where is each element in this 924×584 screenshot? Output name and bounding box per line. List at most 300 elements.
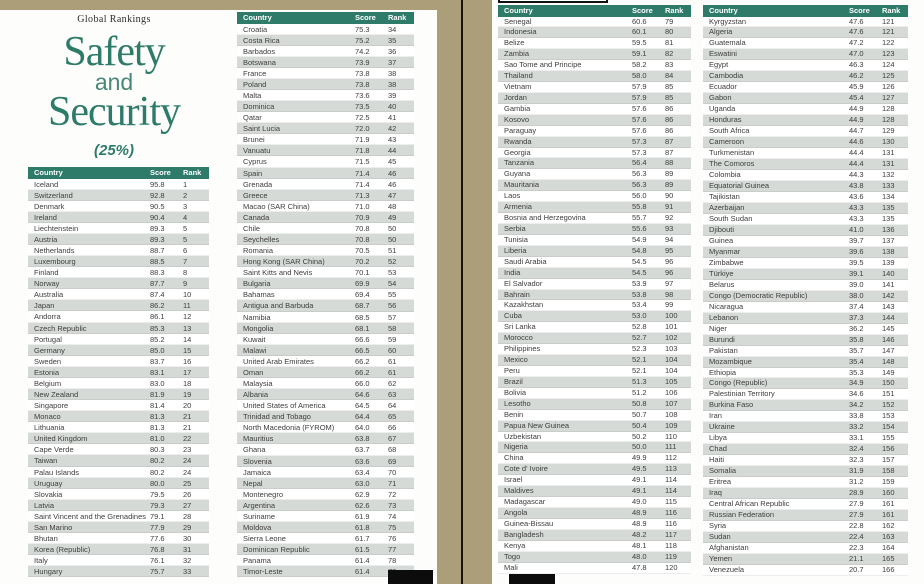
score-cell: 71.0 [355,201,370,211]
table-row [237,190,414,201]
score-cell: 73.6 [355,90,370,100]
table-row [237,223,414,234]
score-cell: 66.5 [355,345,370,355]
column-header-score: Score [355,13,376,22]
country-cell: Chile [243,223,261,233]
table-row [237,312,414,323]
score-cell: 35.4 [849,356,864,366]
score-cell: 81.4 [150,401,165,411]
rank-cell: 7 [183,257,188,267]
score-cell: 41.0 [849,224,864,234]
country-cell: Belgium [34,378,62,388]
score-cell: 66.2 [355,367,370,377]
country-cell: Japan [34,301,55,311]
column-header-country: Country [243,13,272,22]
score-cell: 35.7 [849,345,864,355]
country-cell: Uzbekistan [504,431,542,441]
score-cell: 73.5 [355,102,370,112]
country-cell: Portugal [34,334,62,344]
table-row [28,267,209,278]
country-cell: Nigeria [504,442,528,452]
country-cell: Cote d' Ivoire [504,464,548,474]
table-row [28,345,209,356]
country-cell: Dominica [243,102,275,112]
table-row [498,137,691,148]
rank-cell: 69 [388,456,397,466]
score-cell: 47.0 [849,49,864,59]
table-row [237,389,414,400]
rank-cell: 44 [388,146,397,156]
country-cell: Gambia [504,103,531,113]
score-cell: 72.5 [355,113,370,123]
country-cell: Czech Republic [34,323,87,333]
rank-cell: 109 [665,420,678,430]
country-cell: Dominican Republic [243,545,310,555]
country-cell: Ireland [34,212,57,222]
table-row [237,334,414,345]
table-row [28,511,209,522]
score-cell: 48.1 [632,540,647,550]
rank-cell: 152 [882,400,895,410]
rank-cell: 108 [665,409,678,419]
country-cell: Saint Vincent and the Grenadines [34,511,147,521]
table-row [28,245,209,256]
score-cell: 56.3 [632,169,647,179]
rank-cell: 2 [183,190,188,200]
rank-cell: 30 [183,534,192,543]
rank-cell: 163 [882,532,895,542]
rank-cell: 11 [183,301,191,311]
score-cell: 76.1 [150,556,165,566]
score-cell: 39.6 [849,246,864,256]
score-cell: 74.2 [355,46,370,56]
table-row [237,90,414,101]
country-cell: South Africa [709,126,750,136]
table-row [237,168,414,179]
country-cell: Mongolia [243,323,274,333]
score-cell: 33.2 [849,422,864,432]
rank-cell: 161 [882,510,895,520]
score-cell: 52.7 [632,333,647,343]
rank-cell: 4 [183,212,188,222]
country-cell: Guinea-Bissau [504,518,554,528]
table-row [28,555,209,566]
rank-cell: 12 [183,312,192,322]
score-cell: 77.6 [150,534,165,543]
country-cell: Barbados [243,46,276,56]
rank-cell: 23 [183,445,192,455]
score-cell: 85.0 [150,345,165,355]
country-cell: Zambia [504,49,530,59]
score-cell: 46.2 [849,71,864,81]
rank-cell: 114 [665,475,677,485]
score-cell: 86.2 [150,301,165,311]
country-cell: Montenegro [243,489,284,499]
rank-cell: 27 [183,500,192,510]
score-cell: 70.8 [355,223,370,233]
table-row [237,179,414,190]
score-cell: 63.0 [355,478,370,488]
country-cell: Morocco [504,333,533,343]
rank-cell: 47 [388,190,397,200]
country-cell: Brunei [243,135,265,145]
table-row [237,478,414,489]
country-cell: Burkina Faso [709,400,754,410]
country-cell: Poland [243,79,267,89]
score-cell: 73.8 [355,68,370,78]
country-cell: Hungary [34,567,63,577]
score-cell: 39.7 [849,235,864,245]
country-cell: Lesotho [504,398,531,408]
table-row [498,180,691,191]
tan-top-accent-bar [0,0,437,10]
country-cell: France [243,68,267,78]
rank-cell: 46 [388,179,397,189]
country-cell: Uruguay [34,478,63,488]
country-cell: Armenia [504,202,532,212]
country-cell: Indonesia [504,27,537,37]
country-cell: Angola [504,507,528,517]
country-cell: Chad [709,444,727,454]
table-row [28,533,209,544]
country-cell: Jordan [504,92,527,102]
score-cell: 57.9 [632,82,647,92]
country-cell: Namibia [243,312,271,322]
rank-cell: 85 [665,82,674,92]
table-row [28,422,209,433]
rank-cell: 36 [388,46,397,56]
country-cell: United Kingdom [34,434,88,444]
score-cell: 90.4 [150,212,165,222]
rank-cell: 68 [388,445,397,455]
table-header-row [28,167,209,179]
country-cell: Guinea [709,235,734,245]
country-cell: Equatorial Guinea [709,181,770,191]
table-row [28,323,209,334]
rank-cell: 126 [882,82,895,92]
country-cell: Latvia [34,500,55,510]
score-cell: 48.9 [632,507,647,517]
table-row [237,57,414,68]
score-cell: 38.0 [849,290,864,300]
country-cell: Central African Republic [709,499,790,509]
rank-cell: 24 [183,456,192,466]
rank-cell: 158 [882,466,895,476]
rank-cell: 13 [183,323,192,333]
table-row [498,442,691,453]
rank-cell: 21 [183,423,192,433]
table-row [703,554,908,565]
country-cell: Australia [34,290,64,300]
table-row [28,467,209,478]
score-cell: 57.6 [632,125,647,135]
country-cell: Somalia [709,466,737,476]
table-row [237,101,414,112]
table-row [703,115,908,126]
rank-cell: 82 [665,49,674,59]
rank-cell: 34 [388,24,397,34]
score-cell: 59.5 [632,38,647,48]
table-row [498,17,691,28]
table-row [237,345,414,356]
table-row [237,300,414,311]
score-cell: 52.3 [632,344,647,354]
country-cell: Timor-Leste [243,567,283,577]
rank-cell: 6 [183,245,188,255]
rank-cell: 3 [183,201,188,211]
country-cell: Bahamas [243,290,275,300]
rank-cell: 132 [882,170,895,180]
country-cell: Argentina [243,500,276,510]
score-cell: 46.3 [849,60,864,70]
country-cell: Sweden [34,356,62,366]
country-cell: Togo [504,551,521,561]
table-row [498,268,691,279]
table-row [498,49,691,60]
country-cell: Switzerland [34,190,73,200]
table-row [237,500,414,511]
rank-cell: 81 [665,38,674,48]
country-cell: Panama [243,556,271,566]
score-cell: 49.1 [632,486,647,496]
country-cell: Netherlands [34,245,75,255]
score-cell: 60.1 [632,27,647,37]
score-cell: 68.5 [355,312,370,322]
score-cell: 57.3 [632,147,647,157]
rank-cell: 95 [665,245,674,255]
table-row [498,224,691,235]
rank-cell: 139 [882,257,895,267]
rank-cell: 86 [665,125,674,135]
rank-cell: 128 [882,104,895,114]
country-cell: Finland [34,268,59,278]
table-row [498,388,691,399]
table-row [703,389,908,400]
score-cell: 37.4 [849,301,864,311]
rank-cell: 153 [882,411,895,421]
table-row [28,522,209,533]
country-cell: Luxembourg [34,257,76,267]
rank-cell: 161 [882,499,895,509]
score-cell: 39.0 [849,279,864,289]
country-cell: Mauritius [243,434,274,444]
score-cell: 49.9 [632,453,647,463]
score-cell: 88.5 [150,257,165,267]
country-cell: Cape Verde [34,445,74,455]
country-cell: Oman [243,367,264,377]
score-cell: 85.3 [150,323,165,333]
score-cell: 83.1 [150,367,165,377]
country-cell: Ecuador [709,82,737,92]
country-cell: Djibouti [709,224,735,234]
score-cell: 62.9 [355,489,370,499]
country-cell: Saudi Arabia [504,256,547,266]
score-cell: 28.9 [849,488,864,498]
rank-cell: 87 [665,136,674,146]
rank-cell: 5 [183,223,188,233]
table-row [498,563,691,574]
rank-cell: 31 [183,545,192,555]
country-cell: Seychelles [243,234,280,244]
country-cell: Congo (Republic) [709,378,768,388]
table-row [237,134,414,145]
score-cell: 89.3 [150,234,165,244]
country-cell: San Marino [34,522,73,532]
table-row [237,555,414,566]
rank-cell: 118 [665,540,677,550]
rank-cell: 89 [665,180,674,190]
table-row [28,389,209,400]
score-cell: 70.1 [355,268,370,278]
score-cell: 88.7 [150,245,165,255]
table-row [498,60,691,71]
rank-cell: 46 [388,168,397,178]
table-row [28,566,209,577]
score-cell: 44.6 [849,137,864,147]
table-row [703,444,908,455]
country-cell: Lebanon [709,312,739,322]
table-row [498,311,691,322]
score-cell: 44.4 [849,159,864,169]
table-row [237,278,414,289]
score-cell: 86.1 [150,312,165,322]
rank-cell: 73 [388,500,397,510]
rank-cell: 86 [665,114,674,124]
rank-cell: 1 [183,179,188,189]
table-row [237,378,414,389]
country-cell: Albania [243,390,269,400]
country-cell: Malaysia [243,379,273,388]
rank-cell: 111 [665,442,677,452]
table-row [498,191,691,202]
country-cell: Myanmar [709,246,741,256]
rank-cell: 32 [183,556,192,566]
country-cell: Bolivia [504,387,527,397]
rank-cell: 80 [665,27,674,37]
table-row [498,82,691,93]
country-cell: Kosovo [504,114,530,124]
table-row [703,71,908,82]
rank-cell: 55 [388,290,397,300]
column-header-country: Country [504,6,533,15]
score-cell: 34.6 [849,389,864,399]
score-cell: 52.1 [632,355,647,365]
score-cell: 76.8 [150,545,165,555]
rank-cell: 18 [183,378,192,388]
score-cell: 64.6 [355,390,370,400]
country-cell: Botswana [243,57,276,67]
table-row [237,289,414,300]
score-cell: 53.8 [632,289,647,299]
rank-cell: 101 [665,322,678,332]
rank-cell: 105 [665,376,678,386]
table-row [237,533,414,544]
rank-cell: 96 [665,256,674,266]
country-cell: Philippines [504,344,541,354]
table-row [703,38,908,49]
score-cell: 55.8 [632,202,647,212]
rank-cell: 125 [882,71,895,81]
score-cell: 50.2 [632,431,647,441]
score-cell: 61.7 [355,534,370,544]
country-cell: Sao Tome and Principe [504,60,582,70]
table-row [498,115,691,126]
score-cell: 75.7 [150,567,165,577]
table-row [703,291,908,302]
country-cell: Paraguay [504,125,537,135]
country-cell: Libya [709,433,727,443]
table-row [703,466,908,477]
score-cell: 87.4 [150,290,165,300]
score-cell: 90.5 [150,201,165,211]
country-cell: Bulgaria [243,279,271,289]
rank-cell: 38 [388,68,397,78]
rank-cell: 83 [665,60,674,70]
score-cell: 47.6 [849,16,864,26]
rank-cell: 26 [183,489,192,499]
table-row [237,411,414,422]
table-row [498,486,691,497]
table-row [703,258,908,269]
table-row [28,378,209,389]
country-cell: Saint Lucia [243,124,281,134]
score-cell: 75.3 [355,24,370,34]
cropped-header-box [498,0,608,3]
country-cell: Slovakia [34,489,63,499]
table-row [703,82,908,93]
score-cell: 27.9 [849,510,864,520]
rank-cell: 98 [665,289,674,299]
column-header-score: Score [849,6,870,15]
table-row [703,27,908,38]
country-cell: Haiti [709,455,725,465]
rank-cell: 66 [388,423,397,433]
country-cell: Georgia [504,147,531,157]
table-row [498,126,691,137]
table-row [703,521,908,532]
score-cell: 53.9 [632,278,647,288]
table-row [703,49,908,60]
ranking-table-4 [703,5,908,576]
score-cell: 54.9 [632,234,647,244]
score-cell: 48.9 [632,518,647,528]
rank-cell: 37 [388,57,397,67]
score-cell: 71.4 [355,179,370,189]
table-row [703,247,908,258]
score-cell: 44.7 [849,126,864,136]
country-cell: Peru [504,366,520,375]
table-row [498,519,691,530]
score-cell: 70.5 [355,246,370,256]
table-row [237,24,414,35]
rank-cell: 71 [388,478,397,488]
rank-cell: 84 [665,71,674,81]
table-row [703,236,908,247]
table-row [237,145,414,156]
table-row [28,356,209,367]
country-cell: Cameroon [709,137,745,147]
table-row [28,455,209,466]
table-row [498,104,691,115]
country-cell: Bosnia and Herzegovina [504,213,586,223]
rank-cell: 70 [388,467,397,477]
table-row [498,246,691,257]
table-row [28,289,209,300]
title-word-security: Security [48,89,180,135]
score-cell: 51.2 [632,387,647,397]
rank-cell: 25 [183,478,192,488]
score-cell: 50.4 [632,420,647,430]
